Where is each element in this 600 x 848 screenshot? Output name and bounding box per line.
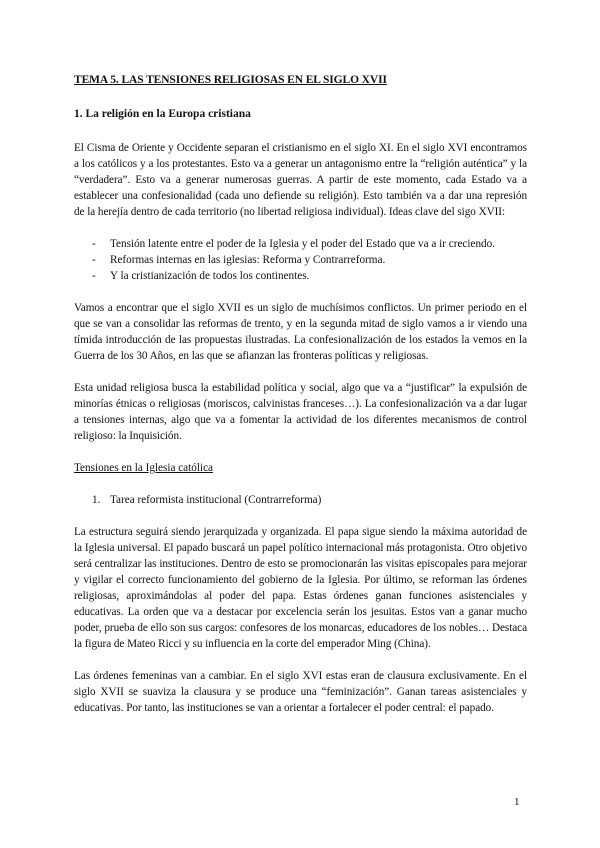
document-title: TEMA 5. LAS TENSIONES RELIGIOSAS EN EL SIGLO XVII	[74, 74, 387, 86]
section-heading: 1. La religión en la Europa cristiana	[74, 108, 251, 120]
list-item-text: Tensión latente entre el poder de la Iglesia y el poder del Estado que va a ir creciendo.	[110, 238, 496, 250]
list-item	[92, 252, 527, 268]
list-item-text: Y la cristianización de todos los continentes.	[110, 270, 310, 282]
list-item	[92, 236, 527, 252]
paragraph: Las órdenes femeninas van a cambiar. En el siglo XVI estas eran de clausura exclusivamente. En el siglo XVII se suaviza la clausura y se produce una “feminización”. Ganan tareas asistenciales y educativas. Por tanto, las instituciones se van a orientar a fortalecer el poder central: el papado.	[74, 670, 527, 714]
document-body	[74, 72, 527, 732]
paragraph: Esta unidad religiosa busca la estabilidad política y social, algo que va a “justificar” la expulsión de minorías étnicas o religiosas (moriscos, calvinistas franceses…). La confesionalización va a dar lugar a tensiones internas, algo que va a fomentar la actividad de los diferentes mecanismos de control religioso: la Inquisición.	[74, 382, 527, 442]
numbered-item-text: Tarea reformista institucional (Contrarreforma)	[110, 494, 322, 506]
paragraph: El Cisma de Oriente y Occidente separan el cristianismo en el siglo XI. En el siglo XVI encontramos a los católicos y a los protestantes. Esto va a generar un antagonismo entre la “religión auténtica” y la “verdadera”. Esto va a generar numerosas guerras. A partir de este momento, cada Estado va a establecer una confesionalidad (cada uno defiende su religión). Esto también va a dar una represión de la herejía dentro de cada territorio (no libertad religiosa individual). Ideas clave del sigo XVII:	[74, 142, 527, 218]
subsection-heading: Tensiones en la Iglesia católica	[74, 462, 214, 474]
dash-bullet: -	[92, 254, 96, 266]
paragraph: La estructura seguirá siendo jerarquizada y organizada. El papa sigue siendo la máxima autoridad de la Iglesia universal. El papado buscará un papel político internacional más protagonista. Otro objetivo será centralizar las instituciones. Dentro de esto se promocionarán las visitas episcopales para mejorar y vigilar el correcto funcionamiento del gobierno de la Iglesia. Por último, se reforman las órdenes religiosas, aproximándolas al poder del papa. Estas órdenes ganan funciones asistenciales y educativas. La orden que va a destacar por excelencia serán los jesuitas. Estos van a ganar mucho poder, prueba de ello son sus cargos: confesores de los monarcas, educadores de los nobles… Destaca la figura de Mateo Ricci y su influencia en la corte del emperador Ming (China).	[74, 526, 527, 650]
dash-list	[74, 236, 527, 284]
numbered-item	[74, 492, 527, 508]
item-number: 1.	[92, 494, 101, 506]
page-number: 1	[514, 796, 520, 808]
dash-bullet: -	[92, 270, 96, 282]
dash-bullet: -	[92, 238, 96, 250]
paragraph: Vamos a encontrar que el siglo XVII es un siglo de muchísimos conflictos. Un primer periodo en el que se van a consolidar las reformas de trento, y en la segunda mitad de siglo vamos a ir viendo una tímida introducción de las propuestas ilustradas. La confesionalización de los estados la vemos en la Guerra de los 30 Años, en las que se afianzan las fronteras políticas y religiosas.	[74, 302, 527, 362]
list-item-text: Reformas internas en las iglesias: Reforma y Contrarreforma.	[110, 254, 386, 266]
list-item	[92, 268, 527, 284]
